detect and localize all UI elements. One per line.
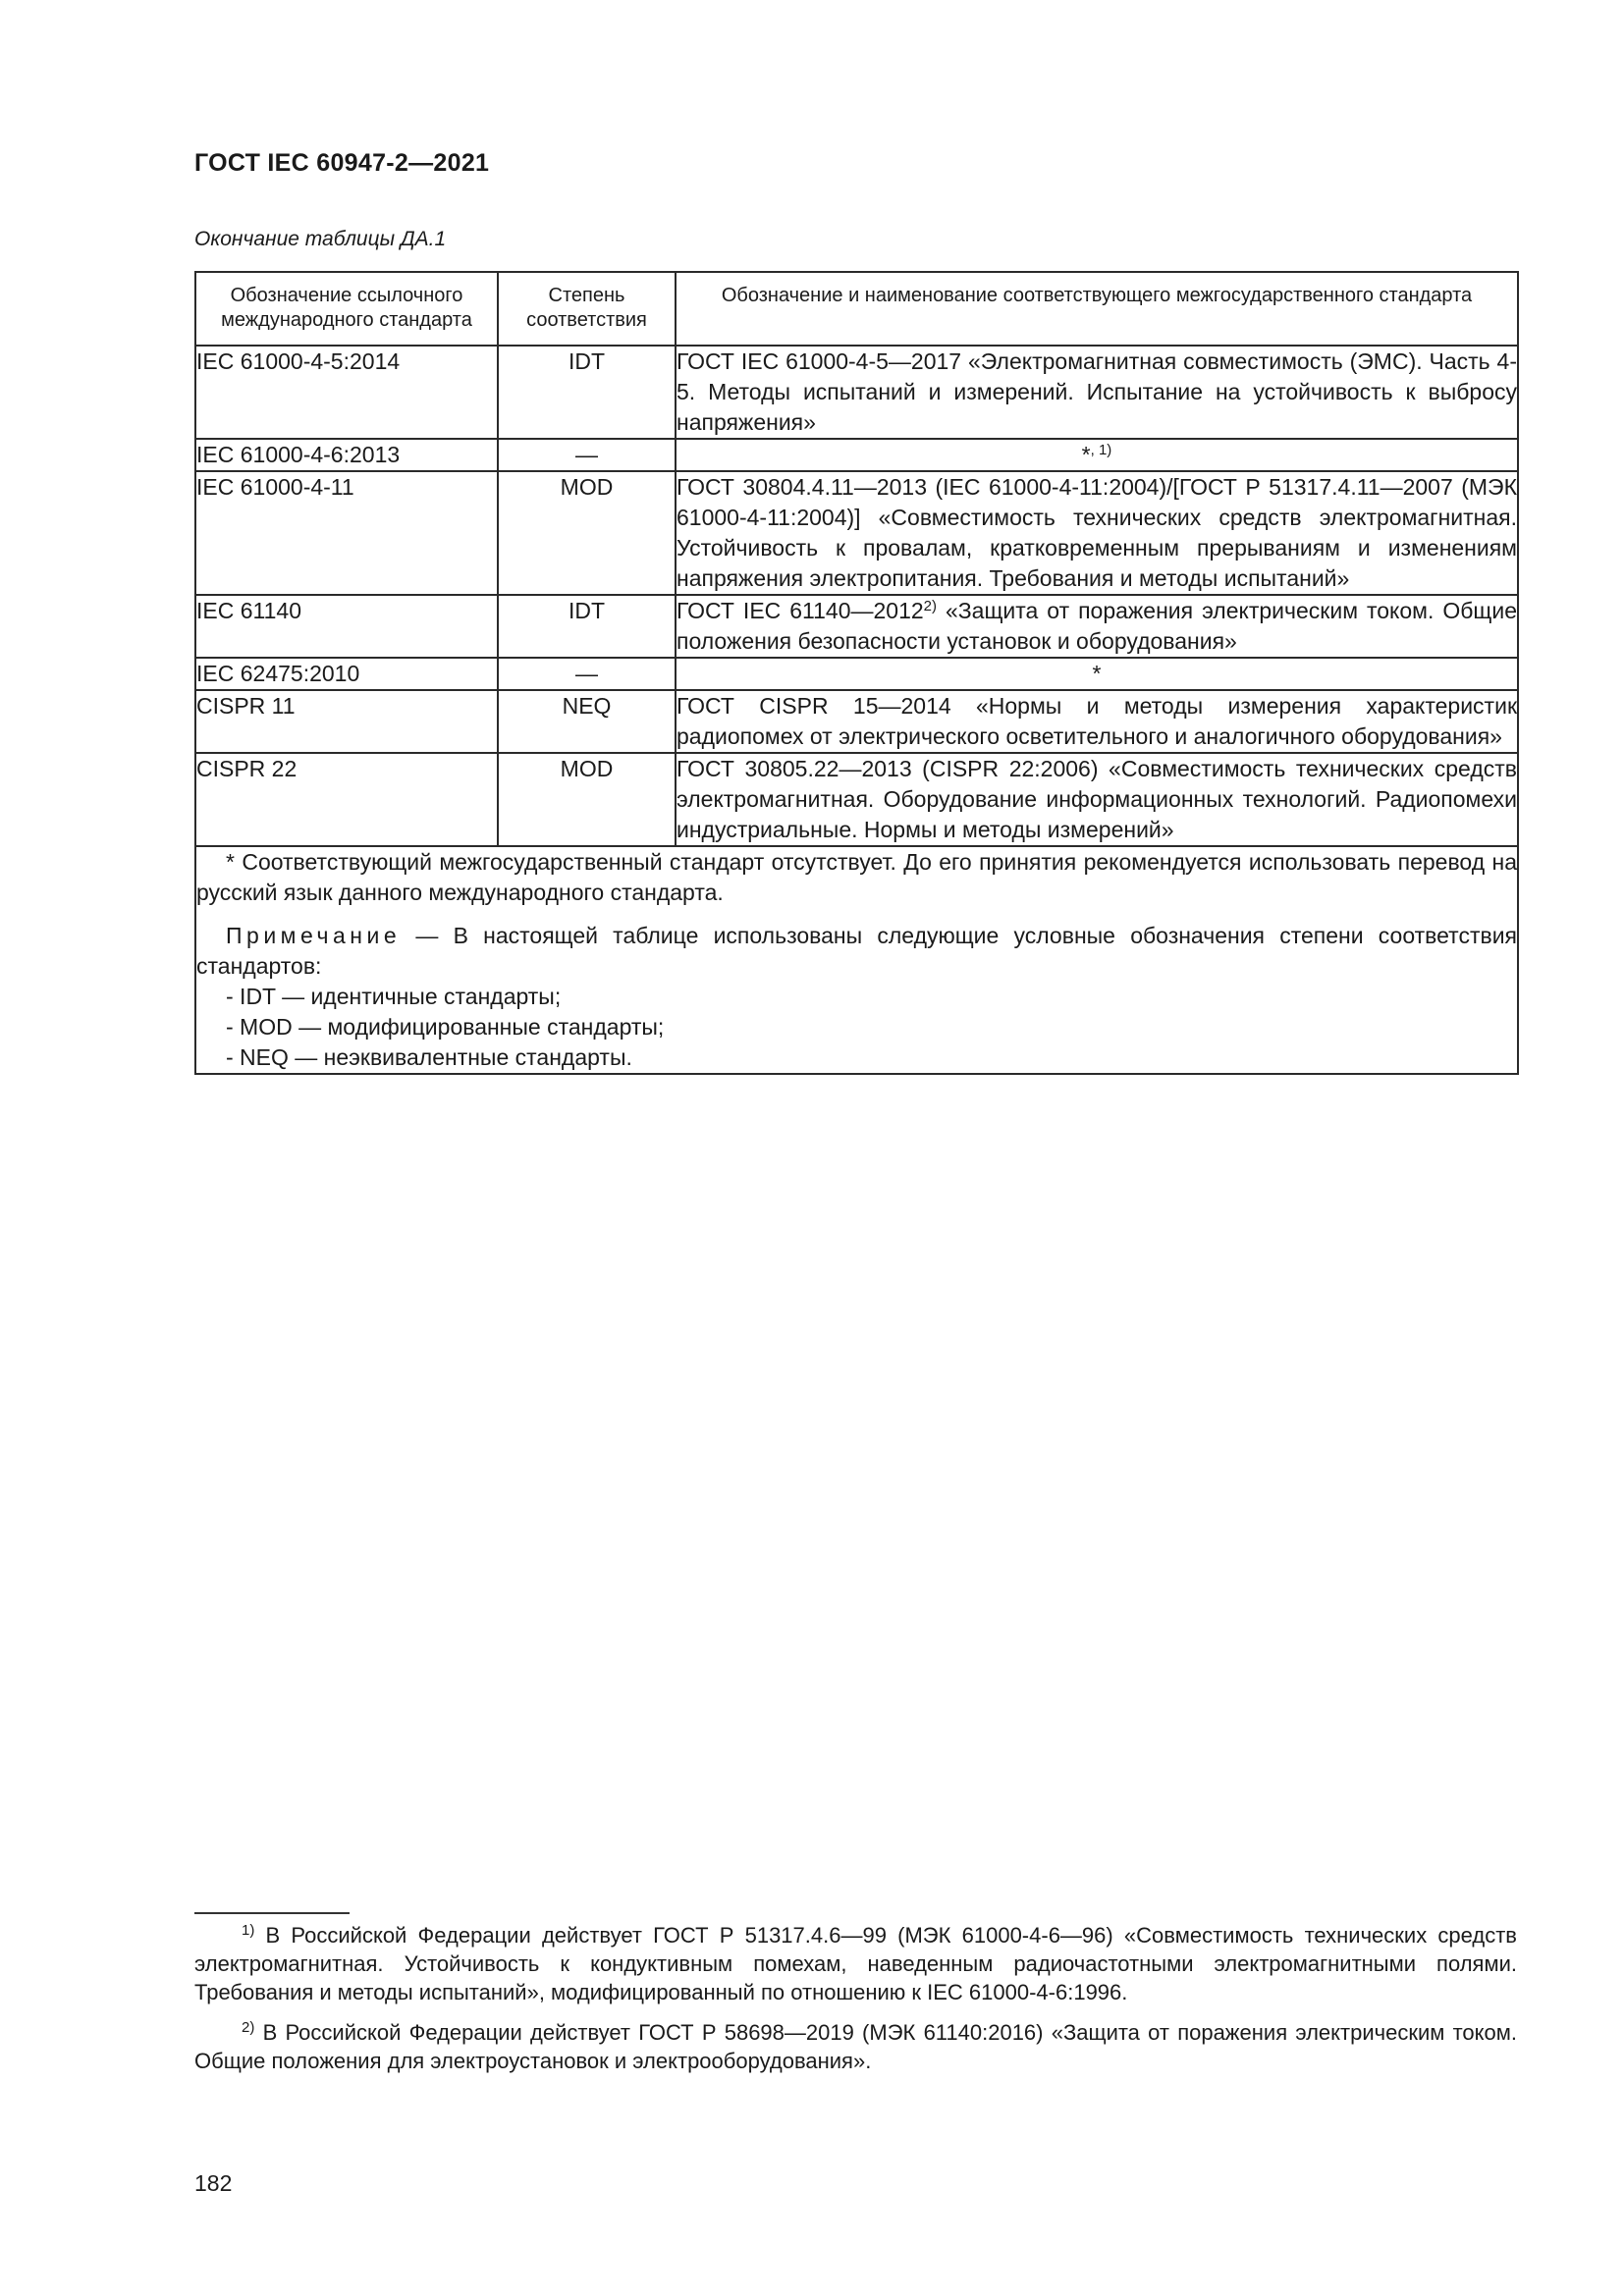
degree-cell: — — [498, 439, 676, 471]
standard-name-cell: ГОСТ CISPR 15—2014 «Нормы и методы измерения характеристик радиопомех от электрического осветительного и аналогичного оборудования» — [676, 690, 1518, 753]
table-row — [195, 690, 1518, 753]
footnote-ref: 2) — [923, 598, 938, 614]
footnote-text: В Российской Федерации действует ГОСТ Р 58698—2019 (МЭК 61140:2016) «Защита от поражения электрическим током. Общие положения для электроустановок и электрооборудования». — [194, 2020, 1517, 2073]
footnote-mark: 2) — [242, 2019, 255, 2036]
standard-name-cell: ГОСТ 30805.22—2013 (CISPR 22:2006) «Совместимость технических средств электромагнитная. Оборудование информационных технологий. Радиопомехи индустриальные. Нормы и методы измерений» — [676, 753, 1518, 846]
table-row — [195, 753, 1518, 846]
page-number: 182 — [194, 2170, 233, 2196]
standard-designation: ГОСТ IEC 61140—2012 — [677, 598, 924, 623]
table-row — [195, 471, 1518, 595]
degree-cell: IDT — [498, 595, 676, 658]
list-item: - NEQ — неэквивалентные стандарты. — [226, 1044, 632, 1070]
note-label: Примечание — [226, 923, 402, 948]
standard-name-cell: ГОСТ IEC 61000-4-5—2017 «Электромагнитная совместимость (ЭМС). Часть 4-5. Методы испытаний и измерений. Испытание на устойчивость к выбросу напряжения» — [676, 346, 1518, 439]
degree-cell: MOD — [498, 753, 676, 846]
standards-table — [194, 271, 1519, 1075]
footnote-separator — [194, 1912, 350, 1914]
reference-cell: CISPR 11 — [195, 690, 498, 753]
reference-cell: IEC 61000-4-5:2014 — [195, 346, 498, 439]
table-note — [196, 921, 1517, 982]
degree-cell: IDT — [498, 346, 676, 439]
standard-name-cell — [676, 439, 1518, 471]
asterisk-note: * Соответствующий межгосударственный стандарт отсутствует. До его принятия рекомендуется использовать перевод на русский язык данного международного стандарта. — [196, 849, 1517, 905]
reference-cell: CISPR 22 — [195, 753, 498, 846]
column-header-name: Обозначение и наименование соответствующего межгосударственного стандарта — [676, 272, 1518, 346]
footnotes — [194, 1921, 1517, 2087]
table-header-row — [195, 272, 1518, 346]
table-row — [195, 439, 1518, 471]
footnote — [194, 1921, 1517, 2006]
table-notes-cell — [195, 846, 1518, 1074]
asterisk-mark: * — [1081, 442, 1091, 467]
standard-name-cell — [676, 595, 1518, 658]
reference-cell: IEC 61140 — [195, 595, 498, 658]
column-header-reference: Обозначение ссылочного международного стандарта — [195, 272, 498, 346]
standard-title: «Защита от поражения электрическим током. Общие положения безопасности установок и оборудования» — [677, 598, 1517, 654]
reference-cell: IEC 61000-4-6:2013 — [195, 439, 498, 471]
footnote-text: В Российской Федерации действует ГОСТ Р 51317.4.6—99 (МЭК 61000-4-6—96) «Совместимость технических средств электромагнитная. Устойчивость к кондуктивным помехам, наведенным радиочастотными электромагнитными полями. Требования и методы испытаний», модифицированный по отношению к IEC 61000-4-6:1996. — [194, 1923, 1517, 2004]
table-caption: Окончание таблицы ДА.1 — [194, 228, 447, 250]
table-notes-row — [195, 846, 1518, 1074]
reference-cell: IEC 62475:2010 — [195, 658, 498, 690]
standard-name-cell: ГОСТ 30804.4.11—2013 (IEC 61000-4-11:2004)/[ГОСТ Р 51317.4.11—2007 (МЭК 61000-4-11:2004)] «Совместимость технических средств электромагнитная. Устойчивость к провалам, кратковременным прерываниям и изменениям напряжения электропитания. Требования и методы испытаний» — [676, 471, 1518, 595]
reference-cell: IEC 61000-4-11 — [195, 471, 498, 595]
note-text: — В настоящей таблице использованы следующие условные обозначения степени соответствия стандартов: — [196, 923, 1517, 979]
footnote — [194, 2018, 1517, 2075]
degree-cell: NEQ — [498, 690, 676, 753]
footnote-ref: , 1) — [1090, 442, 1112, 458]
list-item: - IDT — идентичные стандарты; — [226, 984, 562, 1009]
list-item: - MOD — модифицированные стандарты; — [226, 1014, 665, 1040]
document-header: ГОСТ IEC 60947-2—2021 — [194, 149, 490, 177]
degree-cell: — — [498, 658, 676, 690]
degree-cell: MOD — [498, 471, 676, 595]
table-row — [195, 658, 1518, 690]
table-row — [195, 595, 1518, 658]
standard-name-cell: * — [676, 658, 1518, 690]
column-header-degree: Степень соответствия — [498, 272, 676, 346]
footnote-mark: 1) — [242, 1922, 255, 1939]
table-row — [195, 346, 1518, 439]
